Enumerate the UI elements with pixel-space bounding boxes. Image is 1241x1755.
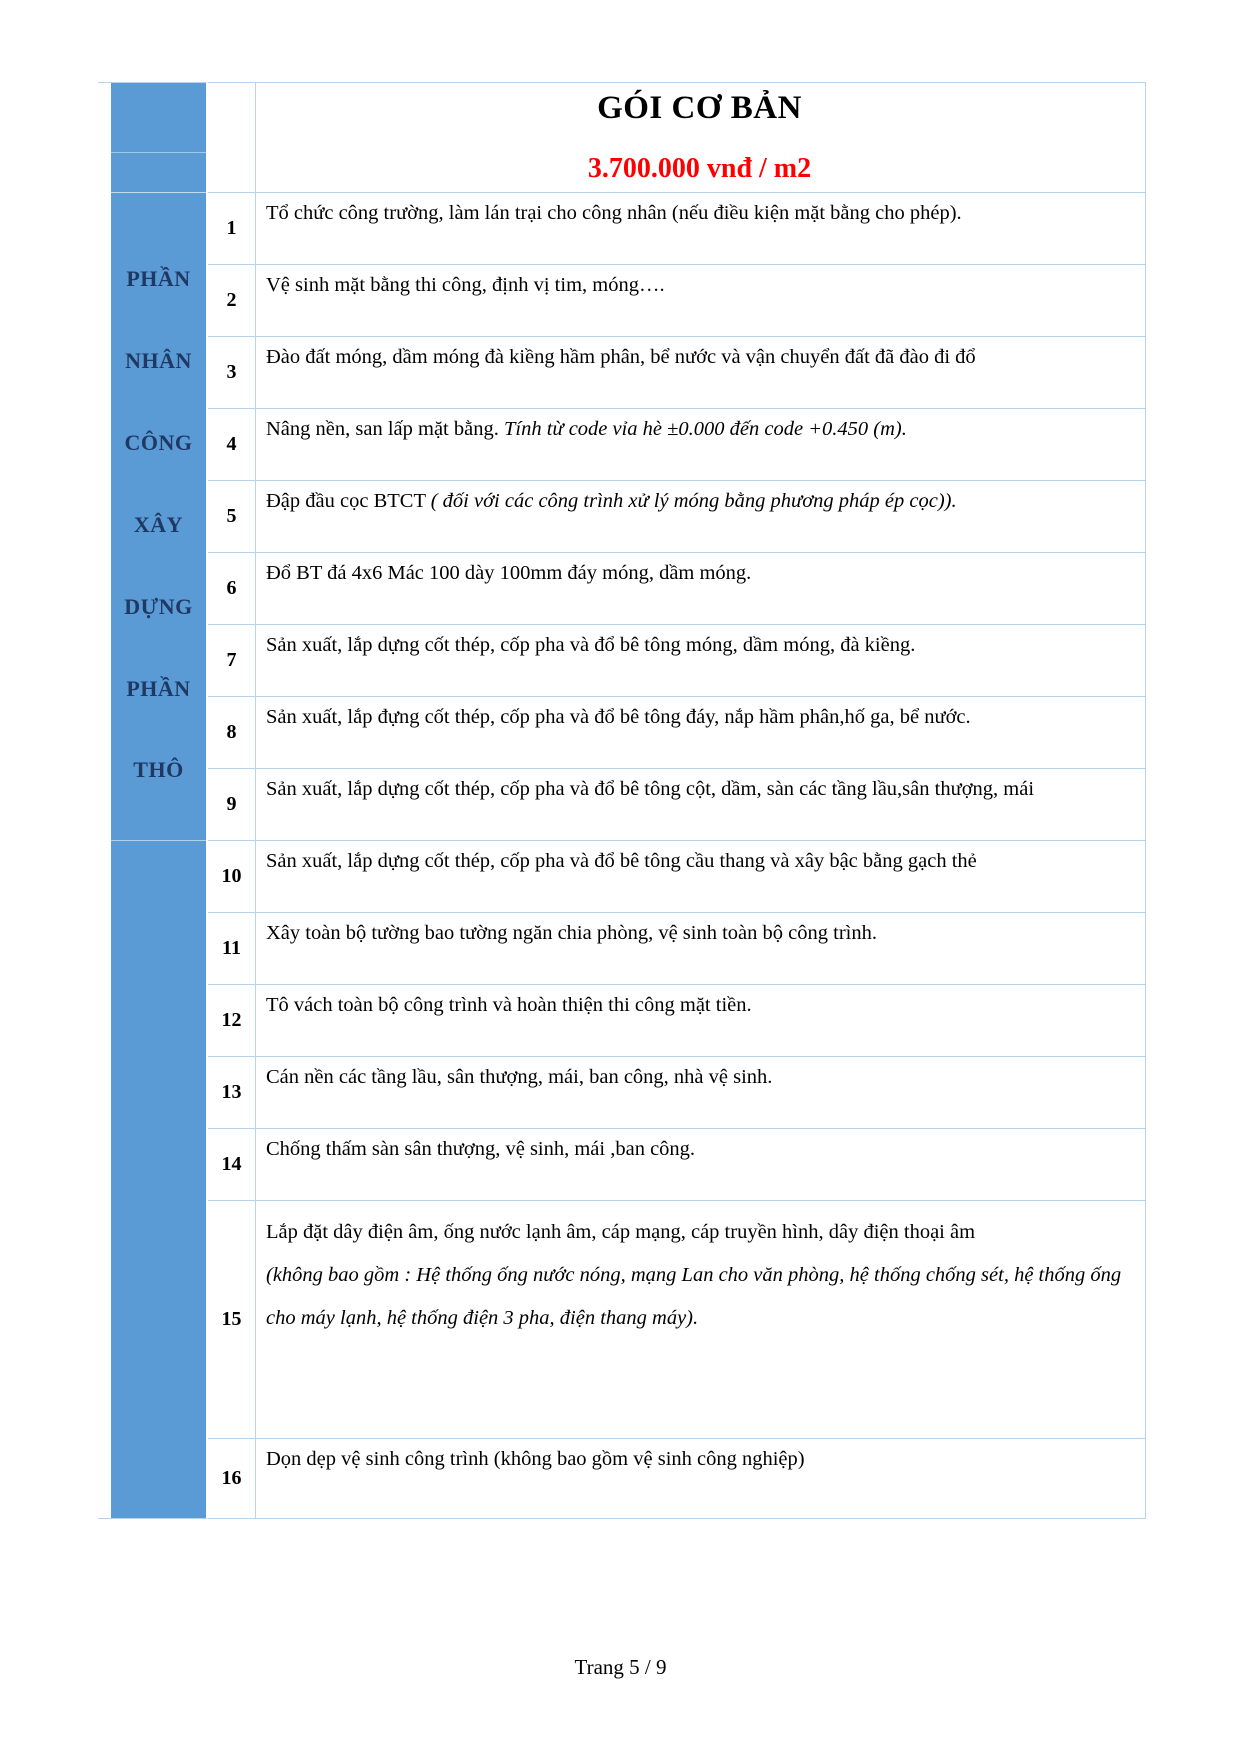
- package-header-cell: [256, 82, 1146, 193]
- sidebar-word: THÔ: [133, 757, 184, 783]
- package-table: [98, 82, 1146, 1519]
- work-item-row: [98, 1201, 1146, 1439]
- sidebar-vertical-words: [98, 193, 206, 840]
- work-item-row: [98, 625, 1146, 697]
- row-description: Cán nền các tầng lầu, sân thượng, mái, ban công, nhà vệ sinh.: [256, 1057, 1146, 1129]
- row-number: 5: [208, 481, 256, 553]
- row-number: 3: [208, 337, 256, 409]
- work-item-row: [98, 1129, 1146, 1201]
- row-description: Đập đầu cọc BTCT ( đối với các công trình xử lý móng bằng phương pháp ép cọc)).: [256, 481, 1146, 553]
- header-number-cell: [208, 82, 256, 193]
- header-row: [98, 82, 1146, 193]
- sidebar-header-cell: [98, 82, 208, 193]
- row-description: Sản xuất, lắp dựng cốt thép, cốp pha và đổ bê tông cột, dầm, sàn các tầng lầu,sân thượng, mái: [256, 769, 1146, 841]
- row-number: 6: [208, 553, 256, 625]
- row-number: 8: [208, 697, 256, 769]
- row-description: Chống thấm sàn sân thượng, vệ sinh, mái ,ban công.: [256, 1129, 1146, 1201]
- row-description: Tổ chức công trường, làm lán trại cho công nhân (nếu điều kiện mặt bằng cho phép).: [256, 193, 1146, 265]
- sidebar-word: PHẦN: [126, 266, 191, 292]
- row-description-note: ( đối với các công trình xử lý móng bằng phương pháp ép cọc)).: [430, 489, 957, 512]
- row-number: 15: [208, 1201, 256, 1439]
- row-number: 7: [208, 625, 256, 697]
- row-description: Xây toàn bộ tường bao tường ngăn chia phòng, vệ sinh toàn bộ công trình.: [256, 913, 1146, 985]
- page-number: Trang 5 / 9: [574, 1655, 667, 1679]
- work-item-row: [98, 985, 1146, 1057]
- row-number: 2: [208, 265, 256, 337]
- work-item-row: [98, 193, 1146, 265]
- row-description: Nâng nền, san lấp mặt bằng. Tính từ code vỉa hè ±0.000 đến code +0.450 (m).: [256, 409, 1146, 481]
- sidebar-word: PHẦN: [126, 675, 191, 701]
- work-item-row: [98, 481, 1146, 553]
- sidebar-word: CÔNG: [124, 430, 193, 456]
- row-number: 1: [208, 193, 256, 265]
- sidebar-lower-cell: [98, 841, 208, 1519]
- row-description: Dọn dẹp vệ sinh công trình (không bao gồm vệ sinh công nghiệp): [256, 1439, 1146, 1519]
- package-price: 3.700.000 vnđ / m2: [587, 152, 812, 184]
- package-title: GÓI CƠ BẢN: [597, 90, 802, 126]
- row-description-note: (không bao gồm : Hệ thống ống nước nóng, mạng Lan cho văn phòng, hệ thống chống sét, hệ thống ống cho máy lạnh, hệ thống điện 3 pha, điện thang máy).: [266, 1263, 1122, 1330]
- row-description: Lắp đặt dây điện âm, ống nước lạnh âm, cáp mạng, cáp truyền hình, dây điện thoại âm (không bao gồm : Hệ thống ống nước nóng, mạng Lan cho văn phòng, hệ thống chống sét, hệ thống ống cho máy lạnh, hệ thống điện 3 pha, điện thang máy).: [256, 1201, 1146, 1439]
- work-item-row: [98, 697, 1146, 769]
- sidebar-word: NHÂN: [125, 348, 192, 374]
- work-item-row: [98, 265, 1146, 337]
- work-item-row: [98, 553, 1146, 625]
- row-number: 12: [208, 985, 256, 1057]
- row-description-note: Tính từ code vỉa hè ±0.000 đến code +0.450 (m).: [503, 417, 907, 440]
- work-item-row: [98, 337, 1146, 409]
- row-number: 13: [208, 1057, 256, 1129]
- row-number: 10: [208, 841, 256, 913]
- row-description: Tô vách toàn bộ công trình và hoàn thiện thi công mặt tiền.: [256, 985, 1146, 1057]
- work-item-row: [98, 1439, 1146, 1519]
- row-description: Sản xuất, lắp dựng cốt thép, cốp pha và đổ bê tông móng, dầm móng, đà kiềng.: [256, 625, 1146, 697]
- sidebar-word: DỰNG: [124, 593, 193, 619]
- row-description: Sản xuất, lắp đựng cốt thép, cốp pha và đổ bê tông đáy, nắp hầm phân,hố ga, bể nước.: [256, 697, 1146, 769]
- sidebar-label-phan-nhan-cong: [98, 193, 208, 841]
- row-number: 16: [208, 1439, 256, 1519]
- work-item-row: [98, 841, 1146, 913]
- work-item-row: [98, 913, 1146, 985]
- row-number: 14: [208, 1129, 256, 1201]
- row-description: Đào đất móng, dầm móng đà kiềng hầm phân, bể nước và vận chuyển đất đã đào đi đổ: [256, 337, 1146, 409]
- row-number: 4: [208, 409, 256, 481]
- sidebar-word: XÂY: [133, 511, 184, 537]
- row-description: Đổ BT đá 4x6 Mác 100 dày 100mm đáy móng, dầm móng.: [256, 553, 1146, 625]
- row-number: 9: [208, 769, 256, 841]
- work-item-row: [98, 409, 1146, 481]
- work-item-row: [98, 769, 1146, 841]
- row-number: 11: [208, 913, 256, 985]
- work-item-row: [98, 1057, 1146, 1129]
- row-description: Sản xuất, lắp dựng cốt thép, cốp pha và đổ bê tông cầu thang và xây bậc bằng gạch thẻ: [256, 841, 1146, 913]
- row-description: Vệ sinh mặt bằng thi công, định vị tim, móng….: [256, 265, 1146, 337]
